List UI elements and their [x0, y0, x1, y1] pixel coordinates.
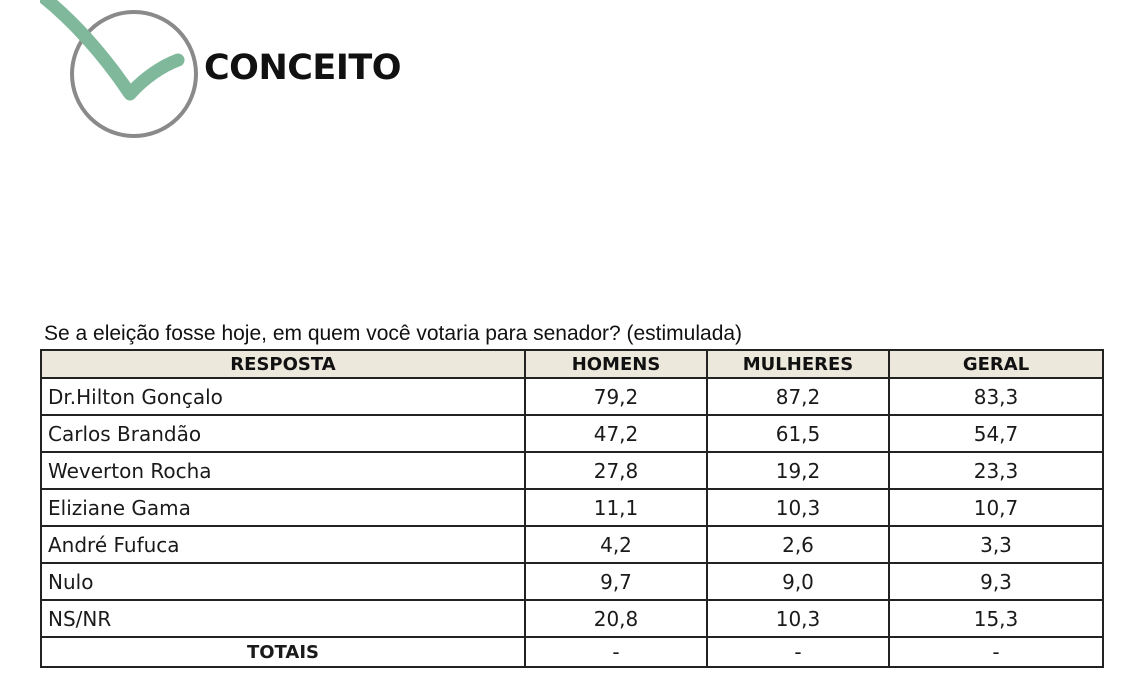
table-header-row — [41, 350, 1103, 378]
homens-value: 47,2 — [525, 415, 707, 452]
totals-geral: - — [889, 637, 1103, 667]
logo-ring — [72, 12, 196, 136]
homens-value: 27,8 — [525, 452, 707, 489]
mulheres-value: 87,2 — [707, 378, 889, 415]
mulheres-value: 2,6 — [707, 526, 889, 563]
homens-value: 20,8 — [525, 600, 707, 637]
mulheres-value: 9,0 — [707, 563, 889, 600]
geral-value: 9,3 — [889, 563, 1103, 600]
poll-table — [40, 349, 1104, 668]
candidate-name: Weverton Rocha — [41, 452, 525, 489]
geral-value: 54,7 — [889, 415, 1103, 452]
table-row — [41, 378, 1103, 415]
totals-homens: - — [525, 637, 707, 667]
mulheres-value: 61,5 — [707, 415, 889, 452]
table-row — [41, 415, 1103, 452]
totals-label: TOTAIS — [41, 637, 525, 667]
table-row — [41, 489, 1103, 526]
geral-value: 10,7 — [889, 489, 1103, 526]
mulheres-value: 19,2 — [707, 452, 889, 489]
mulheres-value: 10,3 — [707, 600, 889, 637]
geral-value: 23,3 — [889, 452, 1103, 489]
geral-value: 83,3 — [889, 378, 1103, 415]
candidate-name: Nulo — [41, 563, 525, 600]
candidate-name: Carlos Brandão — [41, 415, 525, 452]
survey-question: Se a eleição fosse hoje, em quem você votaria para senador? (estimulada) — [44, 322, 743, 345]
logo-check-mark — [42, 0, 178, 94]
homens-value: 79,2 — [525, 378, 707, 415]
candidate-name: André Fufuca — [41, 526, 525, 563]
brand-name: CONCEITO — [204, 48, 401, 88]
header-geral: GERAL — [889, 350, 1103, 378]
geral-value: 15,3 — [889, 600, 1103, 637]
candidate-name: NS/NR — [41, 600, 525, 637]
header-mulheres: MULHERES — [707, 350, 889, 378]
homens-value: 9,7 — [525, 563, 707, 600]
table-row — [41, 563, 1103, 600]
geral-value: 3,3 — [889, 526, 1103, 563]
header-resposta: RESPOSTA — [41, 350, 525, 378]
totals-mulheres: - — [707, 637, 889, 667]
candidate-name: Eliziane Gama — [41, 489, 525, 526]
homens-value: 4,2 — [525, 526, 707, 563]
header-homens: HOMENS — [525, 350, 707, 378]
table-row — [41, 452, 1103, 489]
totals-row — [41, 637, 1103, 667]
mulheres-value: 10,3 — [707, 489, 889, 526]
conceito-logo-icon — [40, 0, 220, 150]
table-row — [41, 526, 1103, 563]
table-row — [41, 600, 1103, 637]
homens-value: 11,1 — [525, 489, 707, 526]
candidate-name: Dr.Hilton Gonçalo — [41, 378, 525, 415]
